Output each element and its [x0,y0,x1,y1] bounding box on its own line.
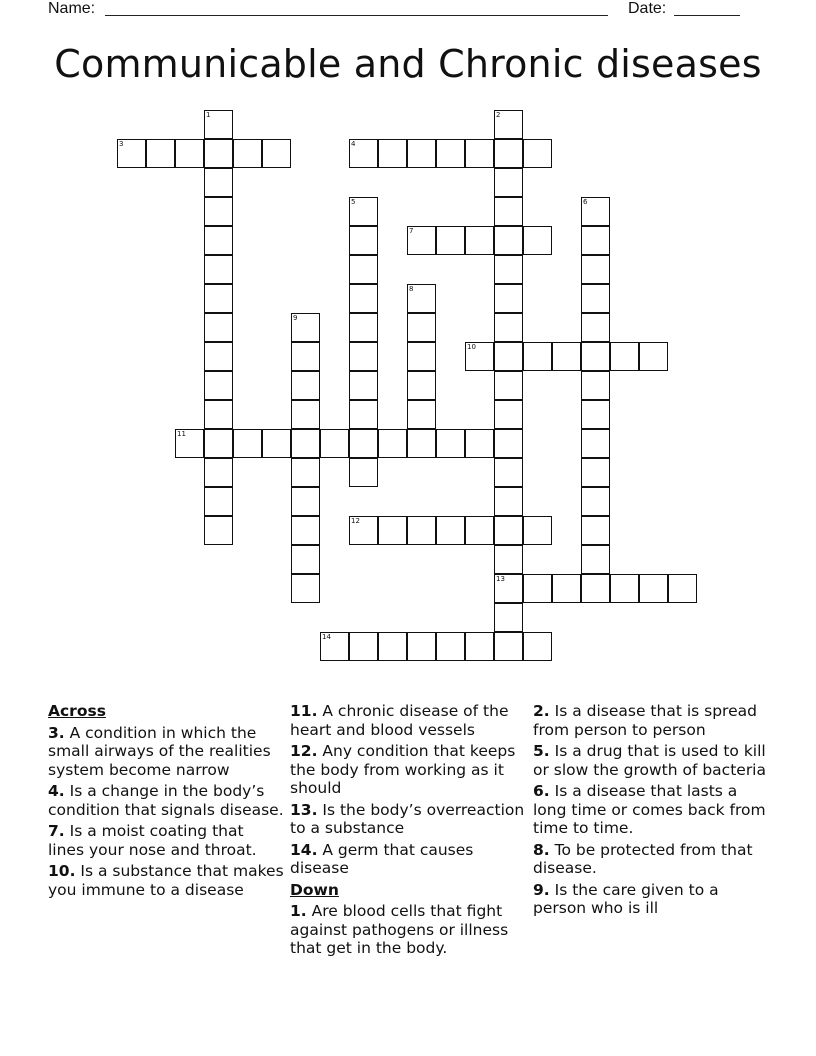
grid-cell[interactable] [349,342,378,371]
grid-cell[interactable] [349,400,378,429]
grid-cell[interactable] [581,545,610,574]
grid-cell[interactable] [581,429,610,458]
clue-text: Is the body’s overreaction to a substance [290,800,525,837]
grid-cell[interactable] [349,313,378,342]
grid-cell[interactable] [494,226,523,255]
grid-cell[interactable] [407,632,436,661]
grid-cell[interactable] [465,226,494,255]
grid-cell[interactable] [523,632,552,661]
clue-text: Is a moist coating that lines your nose and throat. [48,822,257,859]
across-heading: Across [48,702,106,720]
grid-cell[interactable] [581,197,610,226]
grid-cell[interactable] [581,255,610,284]
grid-cell[interactable] [204,197,233,226]
grid-cell[interactable] [494,574,523,603]
clue-number: 6. [533,782,550,800]
grid-cell[interactable] [175,429,204,458]
grid-cell[interactable] [291,458,320,487]
cell-number: 10 [467,343,476,351]
grid-cell[interactable] [407,516,436,545]
grid-cell[interactable] [494,371,523,400]
grid-cell[interactable] [610,342,639,371]
clue-number: 4. [48,782,65,800]
grid-cell[interactable] [523,516,552,545]
grid-cell[interactable] [581,342,610,371]
clue-across-12 [290,742,528,798]
grid-cell[interactable] [668,574,697,603]
clue-number: 14. [290,840,318,859]
grid-cell[interactable] [204,139,233,168]
grid-cell[interactable] [494,255,523,284]
grid-cell[interactable] [204,110,233,139]
grid-cell[interactable] [349,371,378,400]
grid-cell[interactable] [291,342,320,371]
grid-cell[interactable] [494,168,523,197]
clue-text: A germ that causes disease [290,840,474,877]
page-title: Communicable and Chronic diseases [54,42,762,86]
grid-cell[interactable] [407,342,436,371]
grid-cell[interactable] [407,226,436,255]
grid-cell[interactable] [407,313,436,342]
grid-cell[interactable] [465,139,494,168]
grid-cell[interactable] [349,139,378,168]
cell-number: 3 [119,140,124,148]
grid-cell[interactable] [204,458,233,487]
grid-cell[interactable] [204,371,233,400]
clue-number: 13. [290,800,318,819]
cell-number: 2 [496,111,501,119]
clue-text: Is a disease that lasts a long time or comes back from time to time. [533,782,766,837]
clue-number: 5. [533,742,550,760]
grid-cell[interactable] [552,342,581,371]
grid-cell[interactable] [494,516,523,545]
grid-cell[interactable] [494,197,523,226]
grid-cell[interactable] [349,632,378,661]
grid-cell[interactable] [494,429,523,458]
clue-number: 3. [48,723,65,742]
grid-cell[interactable] [291,516,320,545]
grid-cell[interactable] [117,139,146,168]
grid-cell[interactable] [494,487,523,516]
grid-cell[interactable] [407,284,436,313]
clue-across-13 [290,801,528,838]
grid-cell[interactable] [436,632,465,661]
grid-cell[interactable] [610,574,639,603]
grid-cell[interactable] [349,255,378,284]
grid-cell[interactable] [494,603,523,632]
grid-cell[interactable] [465,342,494,371]
grid-cell[interactable] [465,516,494,545]
grid-cell[interactable] [494,342,523,371]
grid-cell[interactable] [407,400,436,429]
grid-cell[interactable] [378,632,407,661]
grid-cell[interactable] [291,313,320,342]
clue-number: 10. [48,862,76,880]
date-label: Date: [628,0,667,17]
grid-cell[interactable] [407,429,436,458]
grid-cell[interactable] [494,458,523,487]
clue-text: To be protected from that disease. [533,840,753,877]
grid-cell[interactable] [204,429,233,458]
clue-text: Is a disease that is spread from person to person [533,702,757,739]
clue-down-5 [533,742,773,779]
clue-text: Is a drug that is used to kill or slow the growth of bacteria [533,742,766,779]
grid-cell[interactable] [349,516,378,545]
grid-cell[interactable] [262,139,291,168]
clue-number: 12. [290,742,318,760]
grid-cell[interactable] [204,284,233,313]
grid-cell[interactable] [407,371,436,400]
grid-cell[interactable] [494,139,523,168]
cell-number: 11 [177,430,186,438]
grid-cell[interactable] [581,574,610,603]
grid-cell[interactable] [465,632,494,661]
grid-cell[interactable] [349,429,378,458]
grid-cell[interactable] [523,226,552,255]
grid-cell[interactable] [291,487,320,516]
grid-cell[interactable] [436,226,465,255]
grid-cell[interactable] [494,400,523,429]
clue-number: 1. [290,902,307,920]
grid-cell[interactable] [349,197,378,226]
grid-cell[interactable] [291,574,320,603]
name-label: Name: [48,0,96,17]
grid-cell[interactable] [349,284,378,313]
clue-across-7 [48,822,284,859]
clue-number: 8. [533,840,550,859]
grid-cell[interactable] [320,632,349,661]
cell-number: 4 [351,140,356,148]
grid-cell[interactable] [378,139,407,168]
grid-cell[interactable] [523,574,552,603]
grid-cell[interactable] [552,574,581,603]
grid-cell[interactable] [523,342,552,371]
grid-cell[interactable] [233,429,262,458]
grid-cell[interactable] [465,429,494,458]
clue-down-8 [533,841,773,878]
grid-cell[interactable] [204,226,233,255]
grid-cell[interactable] [581,226,610,255]
grid-cell[interactable] [436,429,465,458]
grid-cell[interactable] [494,313,523,342]
clue-text: Are blood cells that fight against pathogens or illness that get in the body. [290,902,509,957]
grid-cell[interactable] [204,516,233,545]
grid-cell[interactable] [581,313,610,342]
clue-text: Is the care given to a person who is ill [533,880,719,917]
grid-cell[interactable] [146,139,175,168]
grid-cell[interactable] [204,313,233,342]
grid-cell[interactable] [494,545,523,574]
grid-cell[interactable] [494,632,523,661]
clue-down-6 [533,782,773,838]
cell-number: 14 [322,633,331,641]
grid-cell[interactable] [291,371,320,400]
clue-down-9 [533,881,773,918]
grid-cell[interactable] [581,458,610,487]
grid-cell[interactable] [349,226,378,255]
grid-cell[interactable] [204,400,233,429]
clues-column-3 [533,702,773,921]
grid-cell[interactable] [494,110,523,139]
grid-cell[interactable] [262,429,291,458]
grid-cell[interactable] [320,429,349,458]
clues-column-2 [290,702,528,961]
clue-down-2 [533,702,773,739]
clue-across-11 [290,702,528,739]
grid-cell[interactable] [204,342,233,371]
clue-text: A chronic disease of the heart and blood vessels [290,702,509,739]
grid-cell[interactable] [291,545,320,574]
grid-cell[interactable] [436,139,465,168]
grid-cell[interactable] [204,255,233,284]
grid-cell[interactable] [291,429,320,458]
clue-number: 9. [533,880,550,899]
grid-cell[interactable] [204,487,233,516]
clue-across-10 [48,862,284,899]
clue-across-3 [48,724,284,780]
grid-cell[interactable] [639,342,668,371]
cell-number: 9 [293,314,298,322]
grid-cell[interactable] [581,516,610,545]
cell-number: 5 [351,198,356,206]
down-heading: Down [290,880,339,899]
clue-number: 11. [290,702,318,720]
cell-number: 8 [409,285,414,293]
clue-across-14 [290,841,528,878]
cell-number: 12 [351,517,360,525]
cell-number: 7 [409,227,414,235]
cell-number: 6 [583,198,588,206]
grid-cell[interactable] [436,516,465,545]
grid-cell[interactable] [291,400,320,429]
grid-cell[interactable] [581,400,610,429]
cell-number: 1 [206,111,211,119]
grid-cell[interactable] [581,284,610,313]
grid-cell[interactable] [581,371,610,400]
grid-cell[interactable] [494,284,523,313]
clue-text: A condition in which the small airways of the realities system become narrow [48,723,271,779]
grid-cell[interactable] [523,139,552,168]
clue-number: 2. [533,702,550,720]
grid-cell[interactable] [378,516,407,545]
clue-down-1 [290,902,528,958]
clue-across-4 [48,782,284,819]
grid-cell[interactable] [378,429,407,458]
clue-text: Is a change in the body’s condition that signals disease. [48,782,284,819]
clue-text: Is a substance that makes you immune to a disease [48,862,284,899]
clue-text: Any condition that keeps the body from working as it should [290,742,516,797]
grid-cell[interactable] [581,487,610,516]
cell-number: 13 [496,575,505,583]
clue-number: 7. [48,822,65,840]
grid-cell[interactable] [349,458,378,487]
grid-cell[interactable] [407,139,436,168]
grid-cell[interactable] [639,574,668,603]
grid-cell[interactable] [204,168,233,197]
grid-cell[interactable] [175,139,204,168]
clues-column-1 [48,702,284,902]
grid-cell[interactable] [233,139,262,168]
